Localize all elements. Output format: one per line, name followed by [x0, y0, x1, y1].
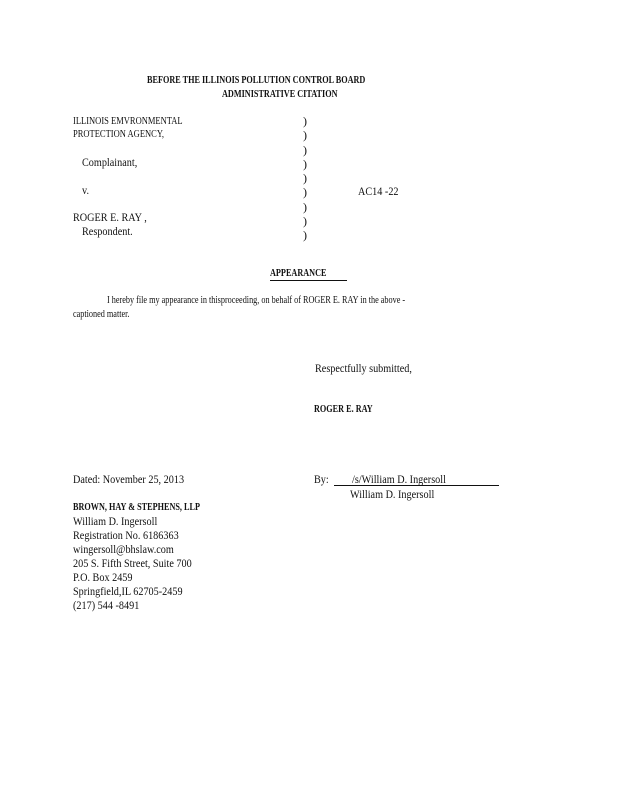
respondent-name: ROGER E. RAY , [73, 210, 147, 224]
complainant-label: Complainant, [82, 155, 138, 169]
case-number: AC14 -22 [358, 184, 399, 198]
bracket: ) [303, 228, 307, 243]
firm-attorney-name: William D. Ingersoll [73, 514, 158, 528]
bracket: ) [303, 171, 307, 186]
bracket: ) [303, 142, 307, 157]
firm-po-box: P.O. Box 2459 [73, 570, 133, 584]
bracket: ) [303, 185, 307, 200]
dated-line: Dated: November 25, 2013 [73, 472, 185, 486]
respondent-label: Respondent. [82, 224, 133, 238]
bracket: ) [303, 128, 307, 143]
appearance-body-line-1: I hereby file my appearance in thisproceeding, on behalf of ROGER E. RAY in the above - [107, 295, 406, 306]
versus-label: v. [82, 183, 89, 197]
signer-printed-name: William D. Ingersoll [350, 487, 435, 501]
firm-email: wingersoll@bhslaw.com [73, 542, 174, 556]
by-label: By: [314, 472, 329, 486]
firm-name: BROWN, HAY & STEPHENS, LLP [73, 502, 200, 513]
bracket: ) [303, 214, 307, 229]
appearance-heading: APPEARANCE [270, 268, 327, 279]
agency-name-line-2: PROTECTION AGENCY, [73, 129, 164, 140]
firm-registration: Registration No. 6186363 [73, 528, 179, 542]
signing-party: ROGER E. RAY [314, 404, 373, 415]
bracket: ) [303, 114, 307, 128]
closing-text: Respectfully submitted, [315, 361, 412, 375]
caption-line-2: ADMINISTRATIVE CITATION [222, 89, 338, 100]
agency-name-line-1: ILLINOIS EMVRONMENTAL [73, 116, 183, 127]
caption-bracket-column [303, 114, 307, 243]
appearance-body-line-2: captioned matter. [73, 309, 130, 320]
bracket: ) [303, 156, 307, 171]
caption-line-1: BEFORE THE ILLINOIS POLLUTION CONTROL BOARD [147, 75, 366, 86]
firm-phone: (217) 544 -8491 [73, 598, 140, 612]
bracket: ) [303, 199, 307, 214]
firm-street-address: 205 S. Fifth Street, Suite 700 [73, 556, 192, 570]
electronic-signature: /s/William D. Ingersoll [352, 472, 446, 486]
firm-city-state-zip: Springfield,IL 62705-2459 [73, 584, 183, 598]
